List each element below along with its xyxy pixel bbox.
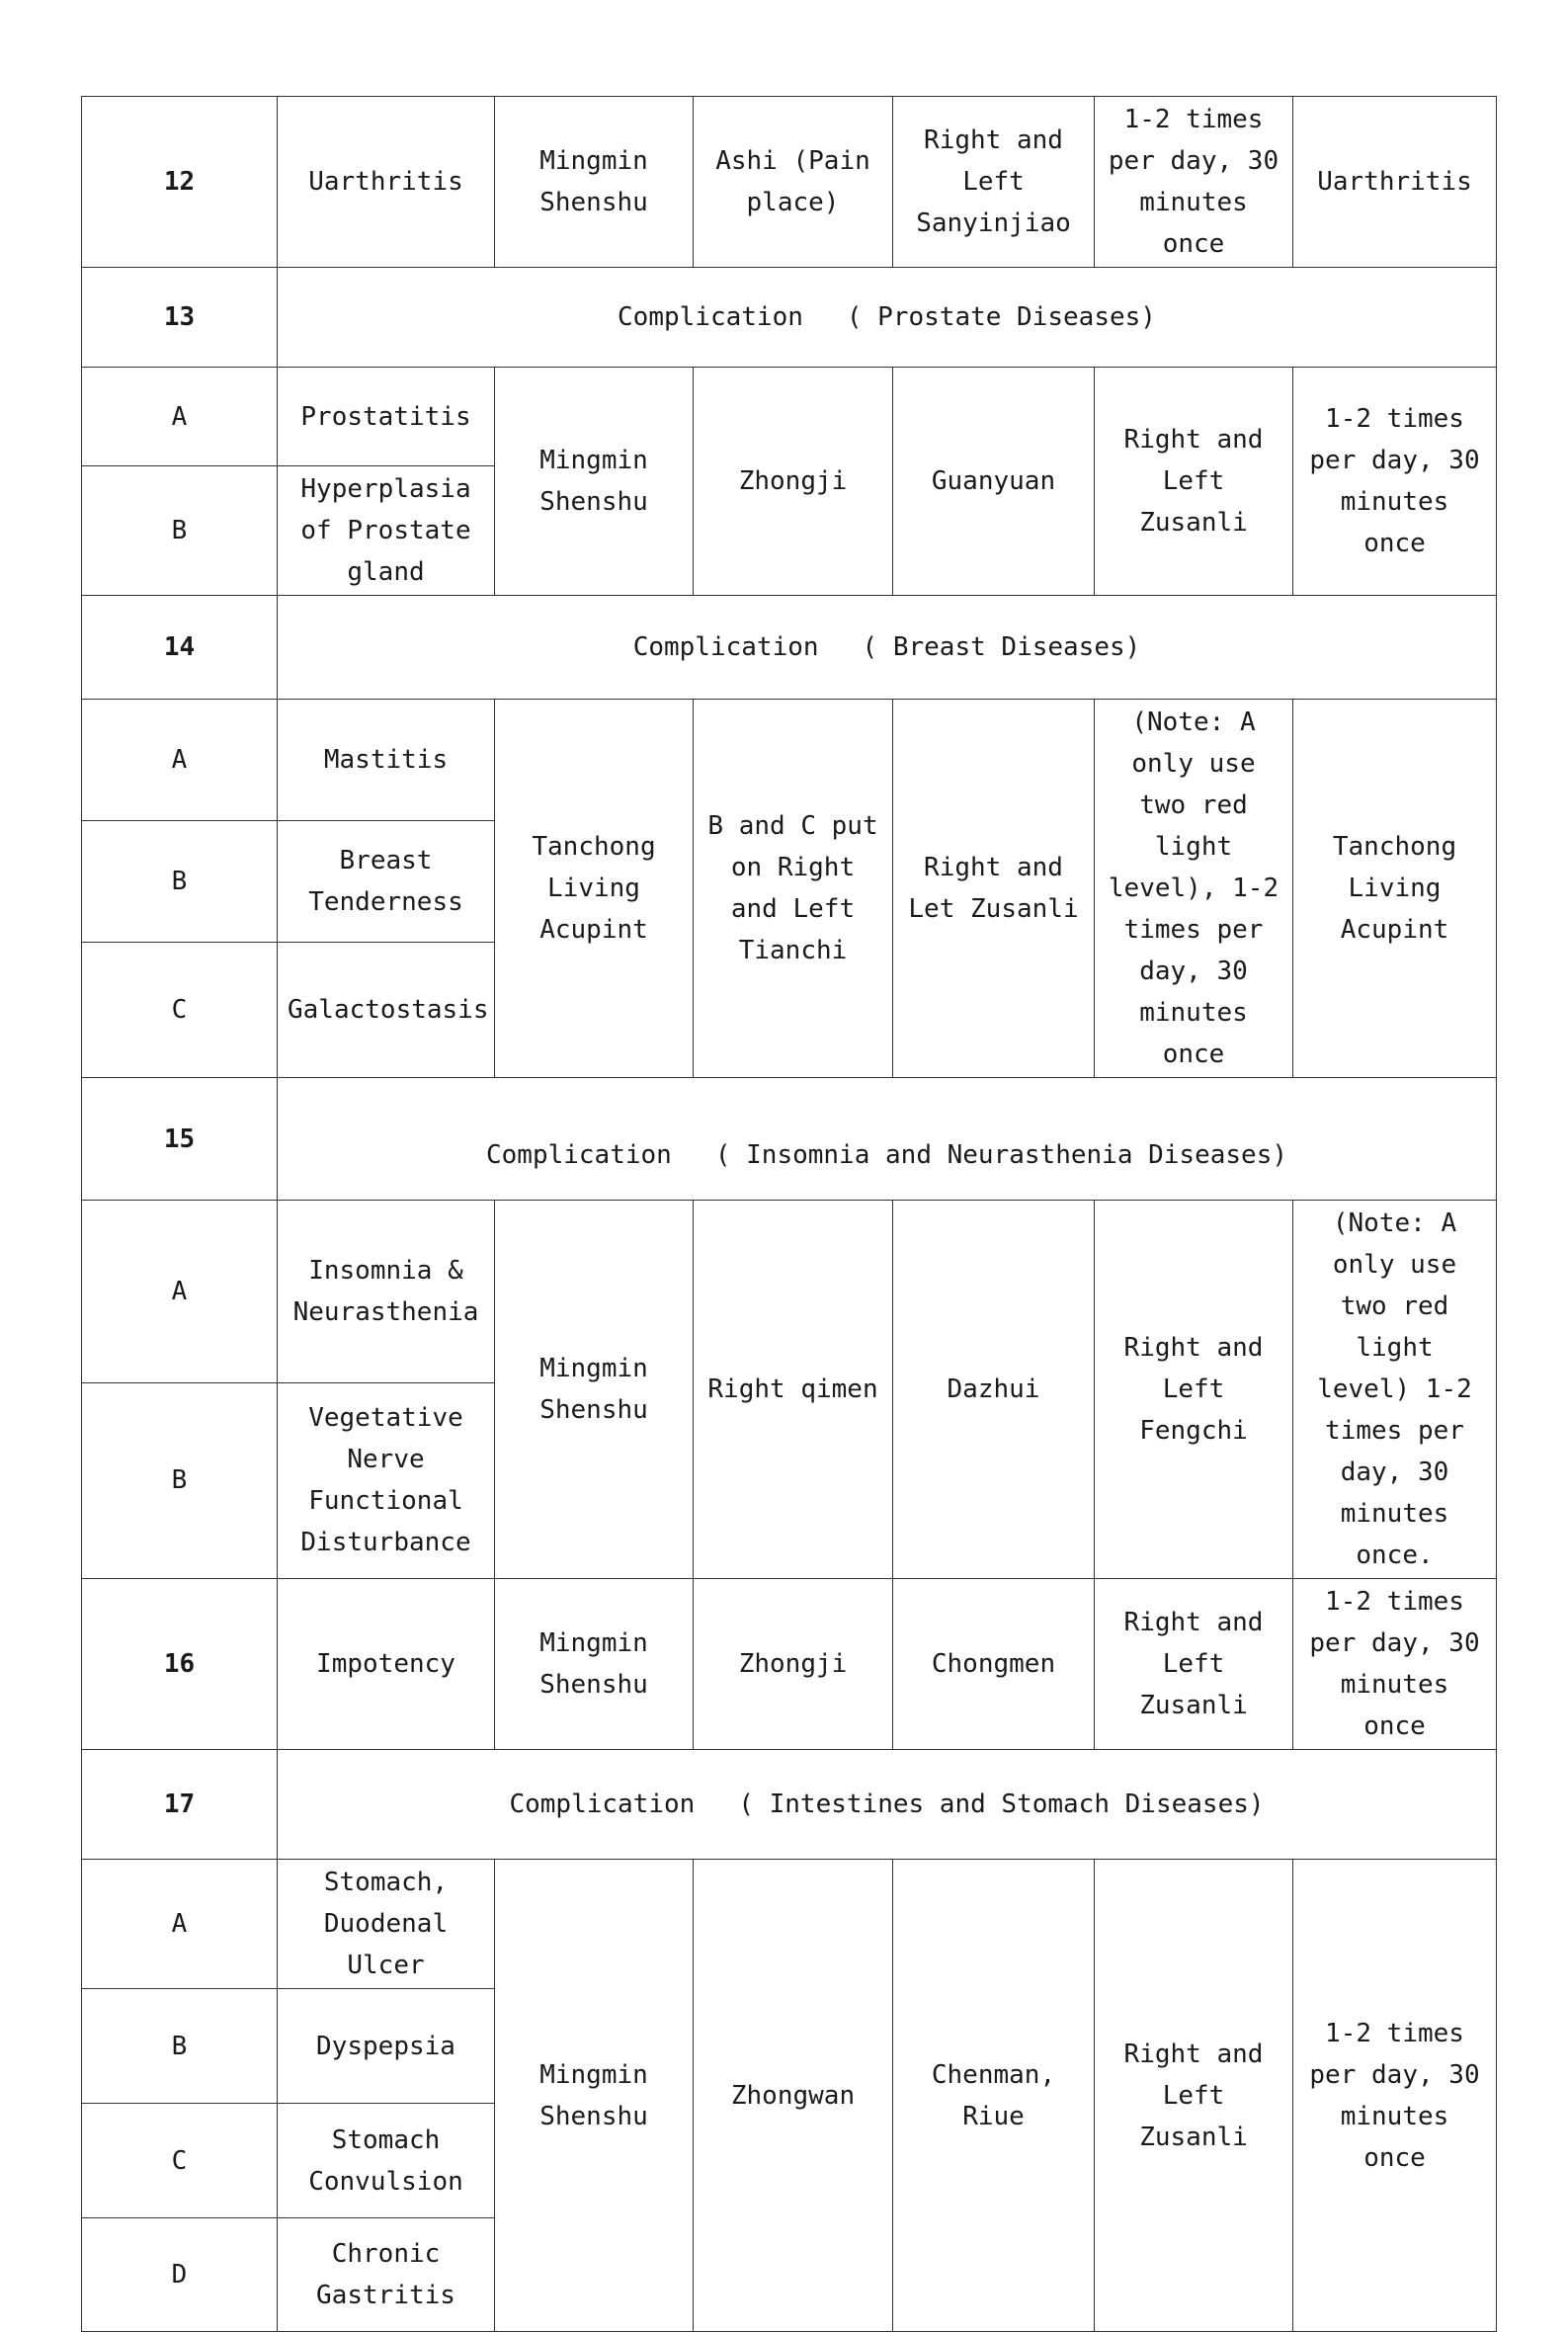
table-row-12 — [82, 97, 1497, 268]
dosage-cell: 1-2 times per day, 30 minutes once — [1095, 97, 1293, 268]
acupoint-primary: Mingmin Shenshu — [495, 1579, 694, 1750]
section-header-15 — [82, 1078, 1497, 1201]
category-label: ( Intestines and Stomach Diseases) — [738, 1790, 1265, 1819]
disease-cell: Prostatitis — [278, 368, 495, 466]
disease-cell: Stomach Convulsion — [278, 2104, 495, 2218]
complication-label: Complication — [509, 1790, 696, 1819]
dosage-cell: 1-2 times per day, 30 minutes once — [1293, 368, 1497, 596]
acupoint-primary: Mingmin Shenshu — [495, 1860, 694, 2332]
disease-cell: Dyspepsia — [278, 1989, 495, 2104]
section-number: 15 — [82, 1078, 278, 1201]
dosage-cell: (Note: A only use two red light level) 1-2 times per day, 30 minutes once. — [1293, 1201, 1497, 1579]
section-number: 13 — [82, 268, 278, 368]
item-letter: B — [82, 466, 278, 596]
disease-cell: Stomach, Duodenal Ulcer — [278, 1860, 495, 1989]
disease-cell: Uarthritis — [278, 97, 495, 268]
disease-cell: Insomnia & Neurasthenia — [278, 1201, 495, 1383]
acupoint-tertiary: Dazhui — [893, 1201, 1095, 1579]
item-letter: A — [82, 368, 278, 466]
complication-label: Complication — [485, 1140, 672, 1170]
section-title — [278, 596, 1497, 700]
item-letter: B — [82, 1989, 278, 2104]
complication-label: Complication — [632, 632, 819, 662]
acupoint-secondary: Zhongji — [694, 1579, 893, 1750]
disease-cell: Vegetative Nerve Functional Disturbance — [278, 1382, 495, 1578]
category-label: ( Prostate Diseases) — [846, 302, 1156, 332]
acupoint-tertiary: Right and Let Zusanli — [893, 700, 1095, 1078]
disease-cell: Galactostasis — [278, 942, 495, 1078]
item-letter: A — [82, 1860, 278, 1989]
acupoint-secondary: Zhongwan — [694, 1860, 893, 2332]
acupoint-tertiary: Guanyuan — [893, 368, 1095, 596]
disease-cell: Hyperplasia of Prostate gland — [278, 466, 495, 596]
section-number: 14 — [82, 596, 278, 700]
acupoint-quaternary: Right and Left Zusanli — [1095, 1860, 1293, 2332]
row-number: 16 — [82, 1579, 278, 1750]
acupoint-secondary: Right qimen — [694, 1201, 893, 1579]
acupoint-primary: Mingmin Shenshu — [495, 368, 694, 596]
acupoint-quaternary: Right and Left Fengchi — [1095, 1201, 1293, 1579]
table-row — [82, 368, 1497, 466]
category-label: ( Insomnia and Neurasthenia Diseases) — [714, 1140, 1288, 1170]
acupoint-secondary: Zhongji — [694, 368, 893, 596]
acupoint-quaternary: Right and Left Zusanli — [1095, 368, 1293, 596]
table-row — [82, 1201, 1497, 1383]
dosage-cell: 1-2 times per day, 30 minutes once — [1293, 1860, 1497, 2332]
acupoint-quaternary: Right and Left Zusanli — [1095, 1579, 1293, 1750]
section-title — [278, 1078, 1497, 1201]
section-header-13 — [82, 268, 1497, 368]
acupoint-secondary: B and C put on Right and Left Tianchi — [694, 700, 893, 1078]
item-letter: A — [82, 700, 278, 821]
item-letter: B — [82, 1382, 278, 1578]
acupoint-treatment-table — [81, 96, 1497, 2332]
disease-cell: Chronic Gastritis — [278, 2218, 495, 2332]
section-title — [278, 1750, 1497, 1860]
extra-point-cell: Tanchong Living Acupint — [1293, 700, 1497, 1078]
dosage-cell: 1-2 times per day, 30 minutes once — [1293, 1579, 1497, 1750]
section-number: 17 — [82, 1750, 278, 1860]
acupoint-tertiary: Right and Left Sanyinjiao — [893, 97, 1095, 268]
section-title — [278, 268, 1497, 368]
acupoint-primary: Mingmin Shenshu — [495, 1201, 694, 1579]
acupoint-primary: Tanchong Living Acupint — [495, 700, 694, 1078]
item-letter: C — [82, 2104, 278, 2218]
acupoint-tertiary: Chongmen — [893, 1579, 1095, 1750]
item-letter: B — [82, 820, 278, 942]
disease-cell: Impotency — [278, 1579, 495, 1750]
category-label: ( Breast Diseases) — [862, 632, 1141, 662]
extra-point-cell: Uarthritis — [1293, 97, 1497, 268]
acupoint-primary: Mingmin Shenshu — [495, 97, 694, 268]
table-row — [82, 1860, 1497, 1989]
complication-label: Complication — [618, 302, 803, 332]
acupoint-secondary: Ashi (Pain place) — [694, 97, 893, 268]
acupoint-tertiary: Chenman, Riue — [893, 1860, 1095, 2332]
disease-cell: Breast Tenderness — [278, 820, 495, 942]
section-header-14 — [82, 596, 1497, 700]
row-number: 12 — [82, 97, 278, 268]
item-letter: A — [82, 1201, 278, 1383]
item-letter: C — [82, 942, 278, 1078]
item-letter: D — [82, 2218, 278, 2332]
dosage-cell: (Note: A only use two red light level), 1-2 times per day, 30 minutes once — [1095, 700, 1293, 1078]
table-row — [82, 700, 1497, 821]
section-header-17 — [82, 1750, 1497, 1860]
disease-cell: Mastitis — [278, 700, 495, 821]
table-row-16 — [82, 1579, 1497, 1750]
